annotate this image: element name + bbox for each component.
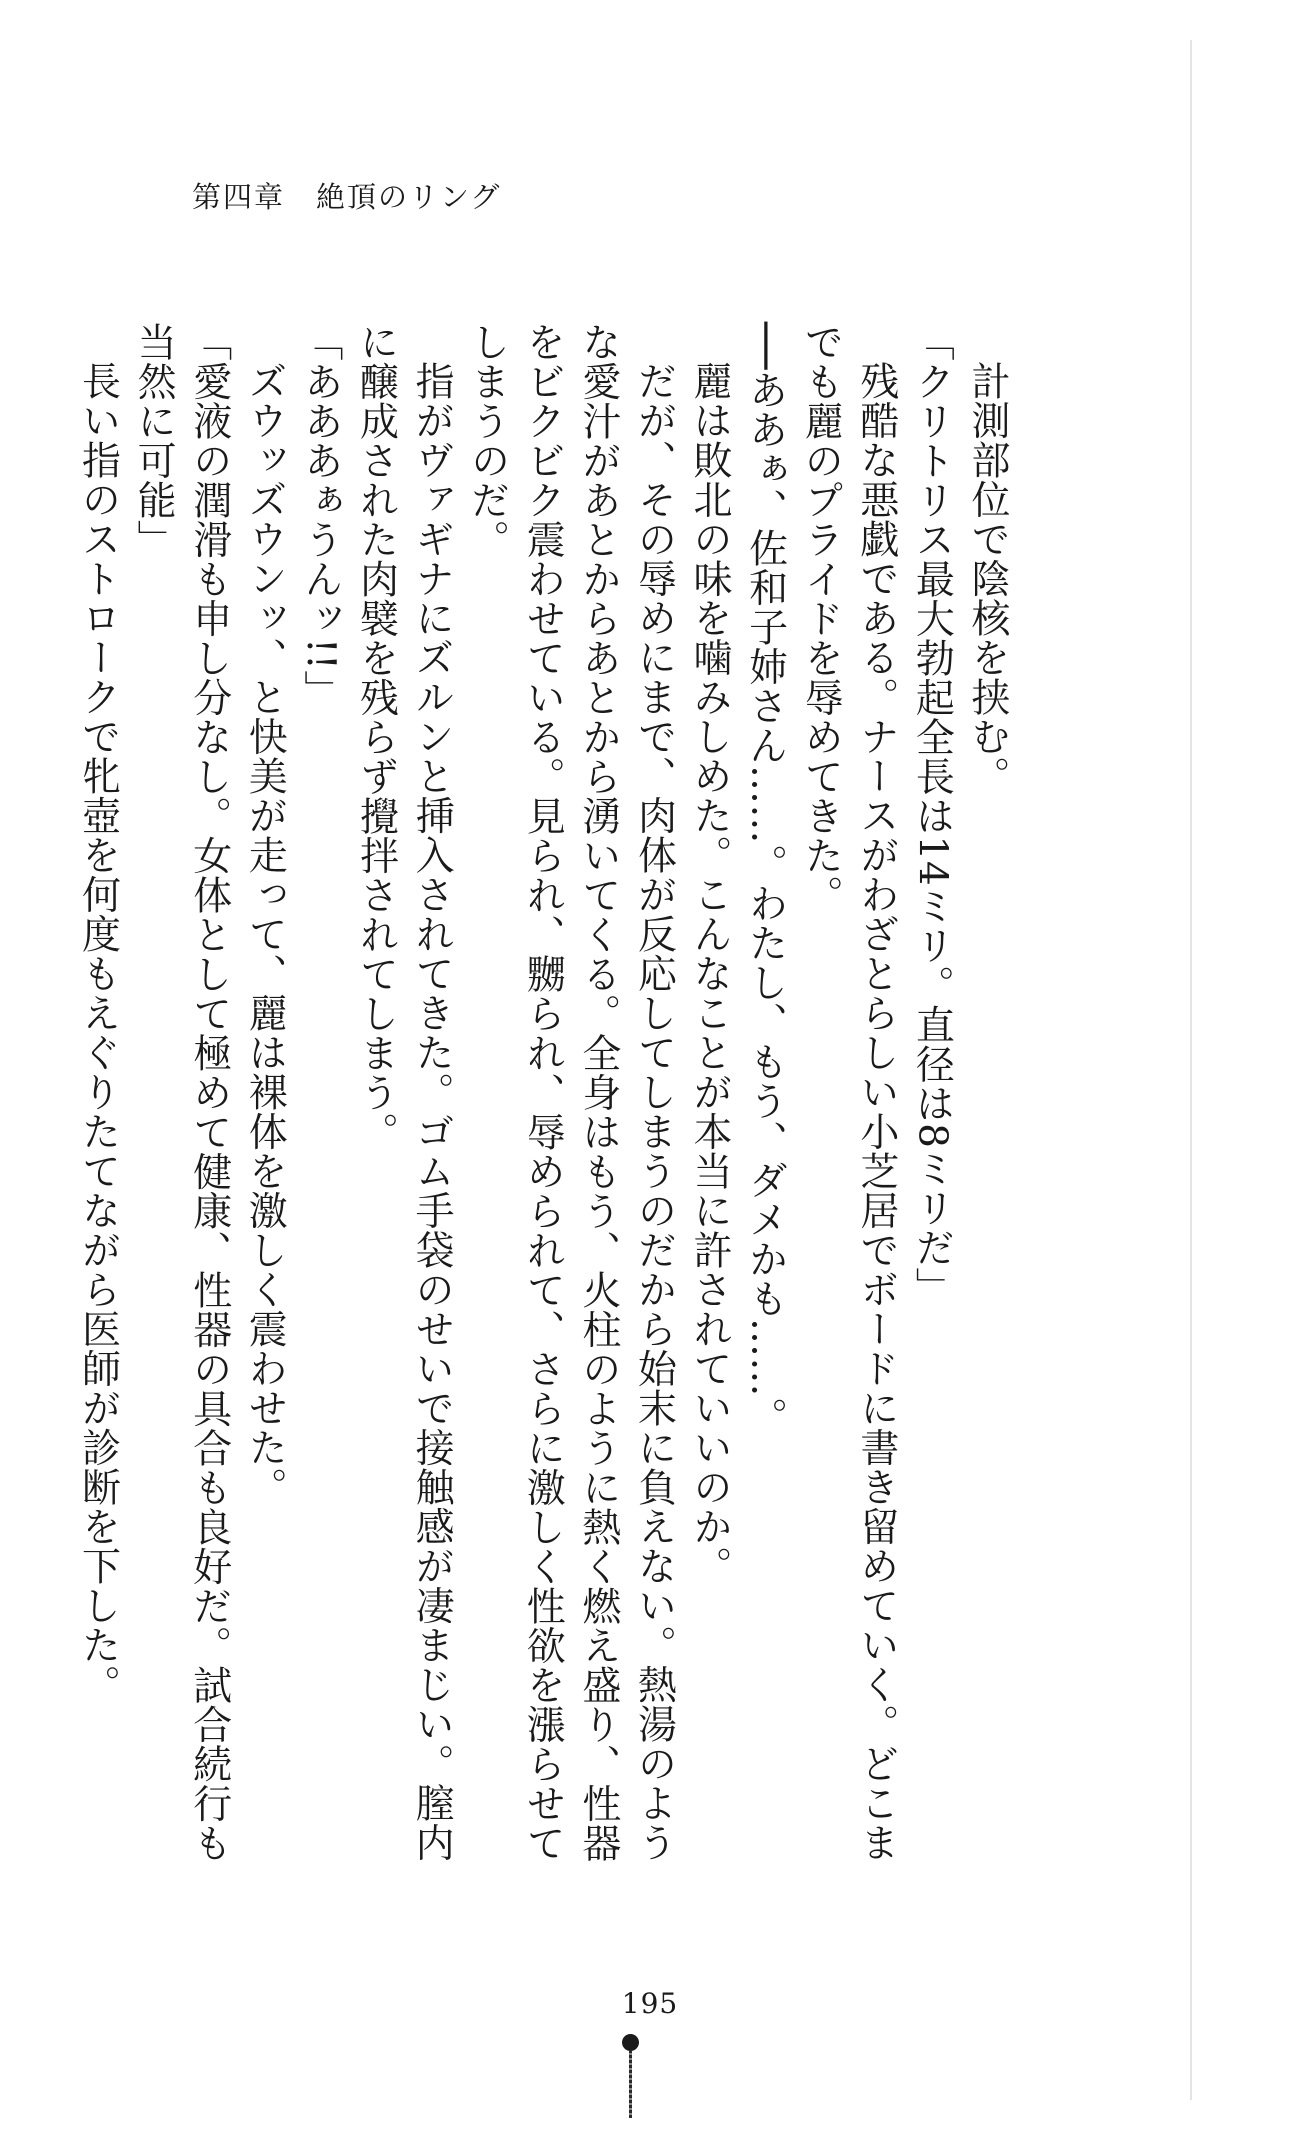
paragraph: 「クリトリス最大勃起全長は14ミリ。直径は8ミリだ」 — [909, 322, 955, 1307]
paragraph: 計測部位で陰核を挟む。 — [965, 361, 1010, 796]
page-edge-line — [1190, 40, 1192, 2100]
body-text — [75, 322, 1015, 1882]
paragraph: 指がヴァギナにズルンと挿入されてきた。ゴム手袋のせいで接触感が凄まじい。膣内に醸成された肉襞を残らず攪拌されてしまう。 — [353, 322, 455, 1862]
bookmark-cord — [629, 2050, 632, 2118]
chapter-header: 第四章 絶頂のリング — [192, 180, 502, 214]
paragraph: 麗は敗北の味を噛みしめた。こんなことが本当に許されていいのか。 — [687, 361, 733, 1586]
paragraph: だが、その辱めにまで、肉体が反応してしまうのだから始末に負えない。熱湯のような愛汁があとからあとから湧いてくる。全身はもう、火柱のように熱く燃え盛り、性器をビクビク震わせている。見られ、嬲られ、辱められて、さらに激しく性欲を漲らせてしまうのだ。 — [464, 322, 677, 1863]
bookmark-ribbon-icon — [622, 2034, 639, 2051]
paragraph: 長い指のストロークで牝壺を何度もえぐりたてながら医師が診断を下した。 — [75, 361, 121, 1704]
page-number: 195 — [621, 1987, 679, 2020]
paragraph: ──ああぁ、佐和子姉さん……。わたし、もう、ダメかも……。 — [742, 322, 788, 1437]
paragraph: 残酷な悪戯である。ナースがわざとらしい小芝居でボードに書き留めていく。どこまでも麗のプライドを辱めてきた。 — [798, 322, 899, 1862]
paragraph: ズウッズウンッ、と快美が走って、麗は裸体を激しく震わせた。 — [242, 361, 288, 1507]
paragraph: 「あああぁうんッ!!」 — [297, 322, 343, 710]
paragraph: 「愛液の潤滑も申し分なし。女体として極めて健康、性器の具合も良好だ。試合続行も当然に可能」 — [131, 322, 232, 1863]
